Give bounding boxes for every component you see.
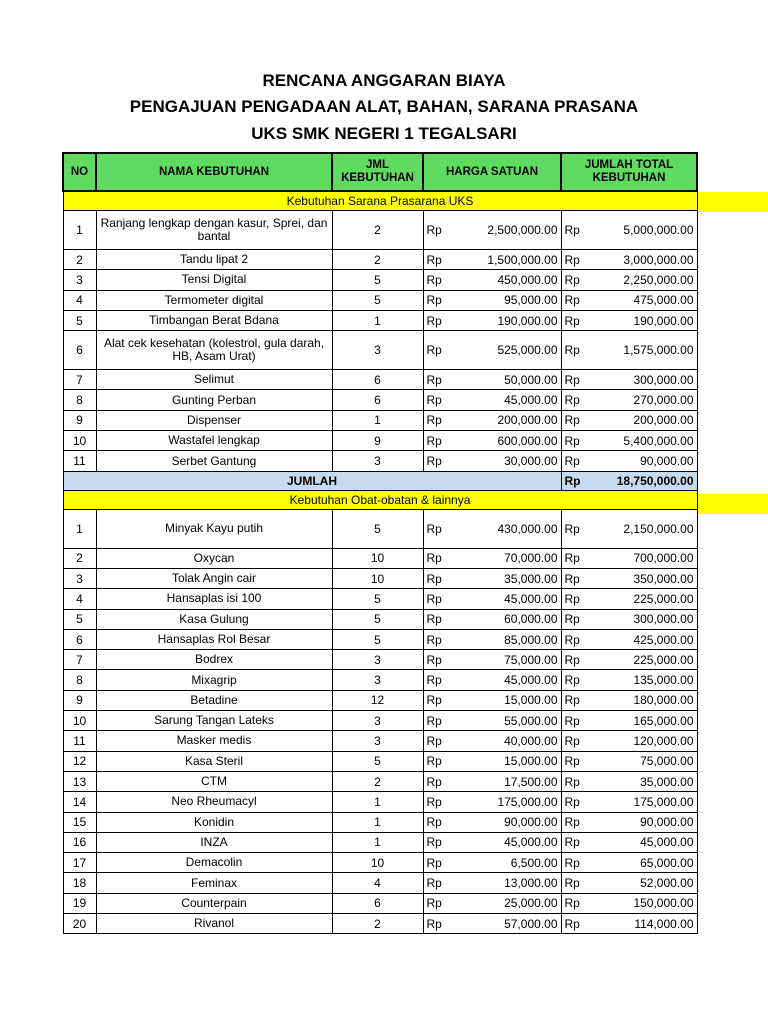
- table-row: [63, 914, 697, 934]
- cell-name: Wastafel lengkap: [96, 431, 332, 451]
- cell-no: 17: [63, 853, 96, 873]
- section-stripe-2: [698, 494, 768, 514]
- cell-total-currency: Rp: [561, 431, 591, 451]
- cell-total: 2,250,000.00: [591, 270, 697, 290]
- section1-sum-currency: Rp: [561, 471, 591, 490]
- cell-no: 14: [63, 792, 96, 812]
- cell-price: 55,000.00: [456, 711, 561, 731]
- cell-total: 135,000.00: [591, 670, 697, 690]
- cell-no: 7: [63, 650, 96, 670]
- cell-price-currency: Rp: [423, 893, 456, 913]
- section1-sum-row: [63, 471, 697, 490]
- cell-name: Hansaplas Rol Besar: [96, 629, 332, 649]
- header-qty: [332, 153, 423, 191]
- cell-price-currency: Rp: [423, 410, 456, 430]
- cell-total: 90,000.00: [591, 812, 697, 832]
- cell-qty: 1: [332, 832, 423, 852]
- cell-no: 2: [63, 250, 96, 270]
- table-row: [63, 431, 697, 451]
- cell-total-currency: Rp: [561, 751, 591, 771]
- cell-name: Counterpain: [96, 893, 332, 913]
- cell-qty: 1: [332, 310, 423, 330]
- cell-price-currency: Rp: [423, 270, 456, 290]
- cell-name: Betadine: [96, 690, 332, 710]
- cell-no: 19: [63, 893, 96, 913]
- cell-total-currency: Rp: [561, 250, 591, 270]
- cell-total: 700,000.00: [591, 548, 697, 568]
- cell-total: 190,000.00: [591, 310, 697, 330]
- section-stripe-1: [698, 192, 768, 212]
- cell-total: 90,000.00: [591, 451, 697, 471]
- cell-qty: 2: [332, 771, 423, 791]
- table-row: [63, 390, 697, 410]
- cell-total-currency: Rp: [561, 568, 591, 588]
- cell-name: Demacolin: [96, 853, 332, 873]
- table-row: [63, 853, 697, 873]
- section1-sum-total: 18,750,000.00: [591, 471, 697, 490]
- cell-price-currency: Rp: [423, 771, 456, 791]
- cell-no: 4: [63, 290, 96, 310]
- cell-price: 600,000.00: [456, 431, 561, 451]
- cell-total: 175,000.00: [591, 792, 697, 812]
- cell-no: 5: [63, 310, 96, 330]
- cell-name: Oxycan: [96, 548, 332, 568]
- cell-name: Tandu lipat 2: [96, 250, 332, 270]
- cell-total: 1,575,000.00: [591, 331, 697, 370]
- cell-qty: 5: [332, 751, 423, 771]
- cell-total: 5,400,000.00: [591, 431, 697, 451]
- cell-total: 150,000.00: [591, 893, 697, 913]
- cell-total: 165,000.00: [591, 711, 697, 731]
- header-total-line1: JUMLAH TOTAL: [584, 159, 674, 171]
- cell-total-currency: Rp: [561, 690, 591, 710]
- cell-qty: 5: [332, 609, 423, 629]
- cell-price: 40,000.00: [456, 731, 561, 751]
- cell-no: 3: [63, 568, 96, 588]
- header-qty-line2: KEBUTUHAN: [341, 172, 414, 184]
- cell-qty: 3: [332, 711, 423, 731]
- cell-no: 2: [63, 548, 96, 568]
- cell-price-currency: Rp: [423, 711, 456, 731]
- cell-total-currency: Rp: [561, 290, 591, 310]
- cell-price-currency: Rp: [423, 568, 456, 588]
- table-row: [63, 690, 697, 710]
- cell-price-currency: Rp: [423, 451, 456, 471]
- table-row: [63, 751, 697, 771]
- cell-qty: 3: [332, 331, 423, 370]
- cell-no: 9: [63, 410, 96, 430]
- cell-name: Timbangan Berat Bdana: [96, 310, 332, 330]
- table-row: [63, 711, 697, 731]
- cell-price: 13,000.00: [456, 873, 561, 893]
- cell-no: 4: [63, 589, 96, 609]
- cell-total: 300,000.00: [591, 370, 697, 390]
- cell-total: 2,150,000.00: [591, 509, 697, 548]
- cell-total: 114,000.00: [591, 914, 697, 934]
- cell-total: 180,000.00: [591, 690, 697, 710]
- cell-qty: 1: [332, 812, 423, 832]
- cell-no: 8: [63, 670, 96, 690]
- cell-qty: 10: [332, 568, 423, 588]
- cell-price-currency: Rp: [423, 310, 456, 330]
- cell-name: Gunting Perban: [96, 390, 332, 410]
- cell-qty: 10: [332, 853, 423, 873]
- table-row: [63, 771, 697, 791]
- cell-total: 5,000,000.00: [591, 211, 697, 250]
- cell-price: 75,000.00: [456, 650, 561, 670]
- cell-price-currency: Rp: [423, 690, 456, 710]
- cell-total: 200,000.00: [591, 410, 697, 430]
- cell-no: 11: [63, 451, 96, 471]
- cell-name: Hansaplas isi 100: [96, 589, 332, 609]
- cell-total: 45,000.00: [591, 832, 697, 852]
- table-row: [63, 270, 697, 290]
- cell-total-currency: Rp: [561, 211, 591, 250]
- cell-price: 525,000.00: [456, 331, 561, 370]
- cell-total: 65,000.00: [591, 853, 697, 873]
- cell-price-currency: Rp: [423, 211, 456, 250]
- cell-qty: 10: [332, 548, 423, 568]
- cell-price: 450,000.00: [456, 270, 561, 290]
- cell-total: 225,000.00: [591, 589, 697, 609]
- cell-price-currency: Rp: [423, 873, 456, 893]
- cell-no: 16: [63, 832, 96, 852]
- cell-name: Kasa Gulung: [96, 609, 332, 629]
- table-row: [63, 548, 697, 568]
- cell-no: 18: [63, 873, 96, 893]
- cell-name: Bodrex: [96, 650, 332, 670]
- section2-title-row: [63, 490, 697, 509]
- cell-no: 12: [63, 751, 96, 771]
- cell-total: 300,000.00: [591, 609, 697, 629]
- cell-name: Selimut: [96, 370, 332, 390]
- cell-price: 15,000.00: [456, 690, 561, 710]
- cell-price-currency: Rp: [423, 832, 456, 852]
- cell-total-currency: Rp: [561, 771, 591, 791]
- cell-qty: 5: [332, 290, 423, 310]
- cell-name: Ranjang lengkap dengan kasur, Sprei, dan bantal: [96, 211, 332, 250]
- cell-no: 15: [63, 812, 96, 832]
- cell-no: 5: [63, 609, 96, 629]
- table-row: [63, 250, 697, 270]
- cell-total-currency: Rp: [561, 410, 591, 430]
- cell-price: 57,000.00: [456, 914, 561, 934]
- cell-price-currency: Rp: [423, 390, 456, 410]
- cell-total-currency: Rp: [561, 270, 591, 290]
- cell-qty: 3: [332, 670, 423, 690]
- cell-price-currency: Rp: [423, 250, 456, 270]
- cell-qty: 6: [332, 390, 423, 410]
- cell-qty: 1: [332, 410, 423, 430]
- cell-no: 8: [63, 390, 96, 410]
- doc-title-line1: RENCANA ANGGARAN BIAYA: [262, 71, 506, 90]
- doc-title-line2: PENGAJUAN PENGADAAN ALAT, BAHAN, SARANA PRASANA: [129, 97, 639, 116]
- table-row: [63, 650, 697, 670]
- header-total: [561, 153, 697, 191]
- cell-qty: 3: [332, 650, 423, 670]
- table-row: [63, 310, 697, 330]
- cell-no: 1: [63, 509, 96, 548]
- cell-price: 175,000.00: [456, 792, 561, 812]
- table-row: [63, 792, 697, 812]
- doc-title-line3: UKS SMK NEGERI 1 TEGALSARI: [251, 124, 517, 143]
- cell-name: Kasa Steril: [96, 751, 332, 771]
- cell-name: Dispenser: [96, 410, 332, 430]
- cell-price-currency: Rp: [423, 609, 456, 629]
- section1-title-row: [63, 191, 697, 211]
- cell-price-currency: Rp: [423, 509, 456, 548]
- cell-qty: 1: [332, 792, 423, 812]
- cell-price-currency: Rp: [423, 731, 456, 751]
- cell-no: 10: [63, 711, 96, 731]
- cell-price-currency: Rp: [423, 370, 456, 390]
- table-row: [63, 568, 697, 588]
- cell-total-currency: Rp: [561, 832, 591, 852]
- cell-price: 35,000.00: [456, 568, 561, 588]
- header-price: HARGA SATUAN: [423, 153, 561, 191]
- cell-price: 30,000.00: [456, 451, 561, 471]
- cell-price-currency: Rp: [423, 650, 456, 670]
- section2-title: Kebutuhan Obat-obatan & lainnya: [63, 490, 697, 509]
- cell-total-currency: Rp: [561, 914, 591, 934]
- cell-qty: 5: [332, 509, 423, 548]
- cell-total: 350,000.00: [591, 568, 697, 588]
- cell-price: 60,000.00: [456, 609, 561, 629]
- cell-price-currency: Rp: [423, 290, 456, 310]
- cell-price: 1,500,000.00: [456, 250, 561, 270]
- table-row: [63, 731, 697, 751]
- cell-total: 52,000.00: [591, 873, 697, 893]
- cell-no: 7: [63, 370, 96, 390]
- cell-price: 25,000.00: [456, 893, 561, 913]
- cell-price: 90,000.00: [456, 812, 561, 832]
- cell-total-currency: Rp: [561, 629, 591, 649]
- table-row: [63, 629, 697, 649]
- cell-name: INZA: [96, 832, 332, 852]
- cell-price-currency: Rp: [423, 331, 456, 370]
- cell-no: 3: [63, 270, 96, 290]
- cell-total-currency: Rp: [561, 812, 591, 832]
- section1-sum-label: JUMLAH: [63, 471, 561, 490]
- cell-no: 13: [63, 771, 96, 791]
- cell-total-currency: Rp: [561, 792, 591, 812]
- cell-total: 270,000.00: [591, 390, 697, 410]
- cell-price-currency: Rp: [423, 548, 456, 568]
- cell-price-currency: Rp: [423, 751, 456, 771]
- cell-no: 9: [63, 690, 96, 710]
- cell-total: 120,000.00: [591, 731, 697, 751]
- cell-no: 11: [63, 731, 96, 751]
- cell-price: 50,000.00: [456, 370, 561, 390]
- cell-price: 2,500,000.00: [456, 211, 561, 250]
- cell-price-currency: Rp: [423, 853, 456, 873]
- table-row: [63, 509, 697, 548]
- cell-name: Minyak Kayu putih: [96, 509, 332, 548]
- cell-name: Tensi Digital: [96, 270, 332, 290]
- budget-table: [62, 152, 698, 934]
- cell-qty: 5: [332, 589, 423, 609]
- cell-no: 1: [63, 211, 96, 250]
- cell-total: 475,000.00: [591, 290, 697, 310]
- cell-name: Konidin: [96, 812, 332, 832]
- cell-total: 225,000.00: [591, 650, 697, 670]
- cell-price: 45,000.00: [456, 589, 561, 609]
- cell-price: 45,000.00: [456, 670, 561, 690]
- table-row: [63, 451, 697, 471]
- cell-total-currency: Rp: [561, 331, 591, 370]
- cell-no: 6: [63, 629, 96, 649]
- cell-price: 95,000.00: [456, 290, 561, 310]
- cell-name: Sarung Tangan Lateks: [96, 711, 332, 731]
- cell-name: Mixagrip: [96, 670, 332, 690]
- cell-total-currency: Rp: [561, 873, 591, 893]
- cell-no: 6: [63, 331, 96, 370]
- cell-total-currency: Rp: [561, 509, 591, 548]
- header-name: NAMA KEBUTUHAN: [96, 153, 332, 191]
- cell-price: 15,000.00: [456, 751, 561, 771]
- cell-total: 425,000.00: [591, 629, 697, 649]
- cell-qty: 3: [332, 451, 423, 471]
- cell-qty: 2: [332, 211, 423, 250]
- cell-total-currency: Rp: [561, 650, 591, 670]
- cell-price-currency: Rp: [423, 629, 456, 649]
- table-row: [63, 832, 697, 852]
- cell-total-currency: Rp: [561, 609, 591, 629]
- cell-total-currency: Rp: [561, 893, 591, 913]
- header-no: NO: [63, 153, 96, 191]
- cell-qty: 9: [332, 431, 423, 451]
- cell-price: 85,000.00: [456, 629, 561, 649]
- table-row: [63, 609, 697, 629]
- cell-price: 45,000.00: [456, 390, 561, 410]
- cell-price: 430,000.00: [456, 509, 561, 548]
- cell-name: CTM: [96, 771, 332, 791]
- cell-no: 20: [63, 914, 96, 934]
- cell-price: 6,500.00: [456, 853, 561, 873]
- section1-title: Kebutuhan Sarana Prasarana UKS: [63, 191, 697, 211]
- cell-qty: 12: [332, 690, 423, 710]
- cell-qty: 2: [332, 914, 423, 934]
- table-row: [63, 589, 697, 609]
- table-header-row: [63, 153, 697, 191]
- cell-qty: 3: [332, 731, 423, 751]
- cell-name: Feminax: [96, 873, 332, 893]
- cell-price-currency: Rp: [423, 914, 456, 934]
- cell-qty: 6: [332, 893, 423, 913]
- cell-total-currency: Rp: [561, 589, 591, 609]
- cell-total-currency: Rp: [561, 853, 591, 873]
- cell-price: 200,000.00: [456, 410, 561, 430]
- cell-price: 45,000.00: [456, 832, 561, 852]
- cell-total-currency: Rp: [561, 548, 591, 568]
- cell-name: Masker medis: [96, 731, 332, 751]
- table-row: [63, 410, 697, 430]
- cell-name: Serbet Gantung: [96, 451, 332, 471]
- cell-total-currency: Rp: [561, 370, 591, 390]
- cell-total-currency: Rp: [561, 390, 591, 410]
- cell-total-currency: Rp: [561, 711, 591, 731]
- cell-name: Neo Rheumacyl: [96, 792, 332, 812]
- cell-price-currency: Rp: [423, 431, 456, 451]
- cell-price-currency: Rp: [423, 589, 456, 609]
- header-total-line2: KEBUTUHAN: [592, 172, 666, 184]
- table-row: [63, 290, 697, 310]
- cell-qty: 5: [332, 629, 423, 649]
- table-row: [63, 670, 697, 690]
- cell-no: 10: [63, 431, 96, 451]
- cell-total: 3,000,000.00: [591, 250, 697, 270]
- cell-qty: 6: [332, 370, 423, 390]
- table-row: [63, 812, 697, 832]
- cell-price: 190,000.00: [456, 310, 561, 330]
- cell-total-currency: Rp: [561, 670, 591, 690]
- table-row: [63, 873, 697, 893]
- table-row: [63, 370, 697, 390]
- header-qty-line1: JML: [366, 159, 389, 171]
- cell-qty: 2: [332, 250, 423, 270]
- table-row: [63, 211, 697, 250]
- cell-name: Termometer digital: [96, 290, 332, 310]
- table-row: [63, 331, 697, 370]
- table-row: [63, 893, 697, 913]
- cell-total-currency: Rp: [561, 731, 591, 751]
- cell-name: Alat cek kesehatan (kolestrol, gula darah, HB, Asam Urat): [96, 331, 332, 370]
- cell-total-currency: Rp: [561, 451, 591, 471]
- cell-name: Rivanol: [96, 914, 332, 934]
- cell-qty: 4: [332, 873, 423, 893]
- cell-total: 75,000.00: [591, 751, 697, 771]
- cell-qty: 5: [332, 270, 423, 290]
- cell-total: 35,000.00: [591, 771, 697, 791]
- cell-name: Tolak Angin cair: [96, 568, 332, 588]
- cell-price-currency: Rp: [423, 670, 456, 690]
- cell-price-currency: Rp: [423, 792, 456, 812]
- cell-price: 17,500.00: [456, 771, 561, 791]
- cell-price: 70,000.00: [456, 548, 561, 568]
- cell-total-currency: Rp: [561, 310, 591, 330]
- cell-price-currency: Rp: [423, 812, 456, 832]
